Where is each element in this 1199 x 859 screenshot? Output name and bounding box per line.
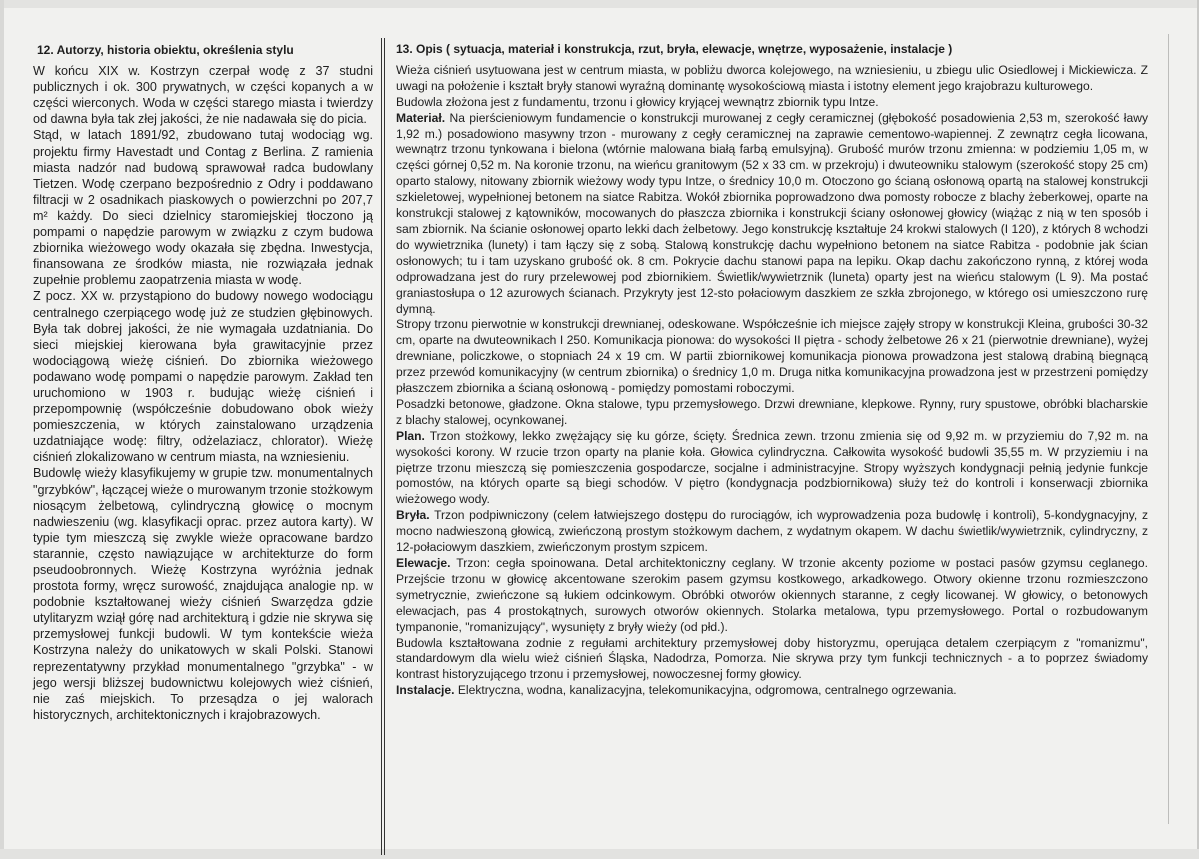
paragraph-lead: Elewacje. xyxy=(396,556,451,570)
right-paragraph xyxy=(396,429,1148,509)
right-column xyxy=(396,42,1148,699)
left-paragraph: W końcu XIX w. Kostrzyn czerpał wodę z 37 studni publicznych i ok. 300 prywatnych, w części kopanych a w części wierconych. Woda w części starego miasta i twierdzy od dawna była tak złej jakości, że nie nadawała się do picia. xyxy=(33,64,373,127)
right-paragraph xyxy=(396,317,1148,397)
right-paragraph xyxy=(396,556,1148,636)
scan-left-edge xyxy=(0,0,4,859)
paragraph-text: Trzon: cegła spoinowana. Detal architektoniczny ceglany. W trzonie akcenty poziome w postaci pasów gzymsu ceglanego. Przejście trzonu w głowicę akcentowane szerokim pasem gzymsu kostkowego, arkadkowego. Otwory okienne trzonu rozmieszczono symetrycznie, zwieńczone są łukiem odcinkowym. Obróbki otworów okiennych staranne, z cegły licowanej. W głowicy, o betonowych elewacjach, pas 4 prostokątnych, surowych otworów okiennych. Stolarka metalowa, typu przemysłowego. Portal o rozbudowanym tympanonie, "romanizujący", wysunięty z bryły wieży (od płd.). xyxy=(396,556,1148,634)
paragraph-text: Stropy trzonu pierwotnie w konstrukcji drewnianej, odeskowane. Współcześnie ich miejsce zajęły stropy w konstrukcji Kleina, grubości 30-32 cm, oparte na dwuteownikach I 250. Komunikacja pionowa: do wysokości II piętra - schody żelbetowe 26 x 21 (pierwotnie drewniane), wyżej drewniane, policzkowe, o stopniach 24 x 19 cm. W partii zbiornikowej komunikacja pionowa prowadzona jest stalową drabiną biegnącą przez przewód komunikacyjny (w centrum zbiornika) o średnicy 1,0 m. Druga nitka komunikacyjna prowadzona jest w przestrzeni pomiędzy płaszczem zbiornika a ścianą osłonową - pomiędzy pomostami roboczymi. xyxy=(396,317,1148,396)
right-paragraph xyxy=(396,508,1148,556)
left-paragraph: Z pocz. XX w. przystąpiono do budowy nowego wodociągu centralnego czerpiącego wodę już ze studzien głębinowych. Była tak dobrej jakości, że nie wymagała uzdatniania. Do sieci miejskiej kierowana była grawitacyjnie przez wodociągową wieżę ciśnień. Do zbiornika wieżowego podawano wodę pompami o napędzie parowym. Zakład ten uruchomiono w 1903 r. budując wieżę ciśnień i przepompownię (współcześnie dobudowano obok wieży pomieszczenia, w których zainstalowano urządzenia uzdatniające wodę: filtry, odżelaziacz, chlorator). Wieżę ciśnień zlokalizowano w centrum miasta, na wzniesieniu. xyxy=(33,289,373,465)
paragraph-text: Elektryczna, wodna, kanalizacyjna, telekomunikacyjna, odgromowa, centralnego ogrzewania. xyxy=(454,683,957,698)
paragraph-text: Trzon podpiwniczony (celem łatwiejszego dostępu do rurociągów, ich wyprowadzenia poza budowlę i kontroli), 5-kondygnacyjny, z mocno nadwieszoną głowicą, zwieńczoną prostym stożkowym dachem, z wydatnym okapem. W dachu świetlik/wywietrznik, cylindryczny, z 12-połaciowym daszkiem, zwieńczonym prostym szpicem. xyxy=(396,508,1148,555)
left-column xyxy=(33,42,373,723)
section-13-title: 13. Opis ( sytuacja, materiał i konstrukcja, rzut, bryła, elewacje, wnętrze, wyposażenie, instalacje ) xyxy=(396,42,953,56)
scan-top-band xyxy=(0,0,1199,8)
paragraph-lead: Plan. xyxy=(396,428,425,443)
paragraph-text: Posadzki betonowe, gładzone. Okna stalowe, typu przemysłowego. Drzwi drewniane, klepkowe. Rynny, rury spustowe, obróbki blacharskie z blachy stalowej, ocynkowanej. xyxy=(396,396,1148,427)
left-paragraph: Budowlę wieży klasyfikujemy w grupie tzw. monumentalnych "grzybków", łączącej wieże o murowanym trzonie stożkowym niosącym żelbetową, cylindryczną głowicę o mocnym nadwieszeniu (wg. klasyfikacji oprac. przez autora karty). W typie tym mieszczą się zwykle wieże opracowane bardzo starannie, często nawiązujące w architekturze do form pseudoobronnych. Wieżę Kostrzyna wyróżnia jednak prostota formy, wręcz surowość, znajdująca analogie np. w podobnie kształtowanej wieży ciśnień Swarzędza gdzie utylitaryzm wziął górę nad architekturą i gdzie nie skrywa się przemysłowej funkcji budowli. W tym kontekście wieża Kostrzyna należy do unikatowych w skali Polski. Stanowi reprezentatywny przykład monumentalnego "grzybka" - w jego wersji bliższej budownictwu kolejowych wież ciśnień, nie zaś miejskich. To przesądza o jej walorach historycznych, architektonicznych i krajobrazowych. xyxy=(33,466,373,722)
paragraph-lead: Bryła. xyxy=(396,508,430,523)
column-divider xyxy=(381,38,385,855)
right-paragraph xyxy=(396,683,1148,699)
paragraph-text: Na pierścieniowym fundamencie o konstrukcji murowanej z cegły ceramicznej (głębokość posadowienia 2,53 m, szerokość ławy 1,92 m.) posadowiono masywny trzon - murowany z cegły ceramicznej na zaprawie cementowo-wapiennej. Z zewnątrz cegła licowana, wewnątrz trzonu tynkowana i bielona (wtórnie malowana białą farbą emulsyjną). Grubość murów trzonu zmienna: w podziemiu 1,05 m, w części górnej 0,52 m. Na koronie trzonu, na wieńcu granitowym (52 x 33 cm. w przekroju) i dwuteowniku stalowym (szerokość stopy 25 cm) oparto stalowy, nitowany zbiornik wieżowy wody typu Intze, o średnicy 10,0 m. Otoczono go ścianą osłonową opartą na stalowej konstrukcji szkieletowej, wypełnionej betonem na siatce Rabitza. Wokół zbiornika poprowadzono dwa pomosty robocze z blachy żeberkowej, oparte na konstrukcji stalowej z kątowników, mocowanych do płaszcza zbiornika i konstrukcji ściany osłonowej głowicy (wiążąc z nią w ten sposób i sam zbiornik. Na ścianie osłonowej oparto lekki dach żelbetowy. Jego konstrukcję kształtuje 24 krokwi stalowych (I 120), z których 8 wchodzi do wywietrznika (lunety) i tam łączy się z sobą. Stalową konstrukcję dachu wypełniono betonem na siatce Rabitza - podobnie jak ścian osłonowych; tu i tam uzyskano grubość ok. 8 cm. Pokrycie dachu stanowi papa na lepiku. Okap dachu zakończono rynną, z której woda odprowadzana jest do rury przelewowej pod zbiornikiem. Świetlik/wywietrznik (luneta) oparty jest na wieńcu stalowym (L 9). Ma postać graniastosłupa o 12 azurowych ścianach. Przykryty jest 12-sto połaciowym daszkiem ze szkła zbrojonego, w którego osi umieszczono rurę dymną. xyxy=(396,110,1148,316)
right-paragraph xyxy=(396,111,1148,318)
right-margin-rule xyxy=(1168,34,1169,824)
right-paragraph xyxy=(396,63,1148,95)
scan-bottom-band xyxy=(0,849,1199,859)
right-paragraph xyxy=(396,636,1148,684)
paragraph-text: Trzon stożkowy, lekko zwężający się ku górze, ścięty. Średnica zewn. trzonu zmienia się od 9,92 m. w przyziemiu do 7,92 m. na wysokości korony. W rzucie trzon oparty na planie koła. Głowica cylindryczna. Całkowita wysokość budowli 35,55 m. W przyziemiu i na piętrze trzonu mieszczą się pomieszczenia gospodarcze, socjalne i administracyjne. Stropy wyższych kondygnacji pełnią jedynie funkcje pomostów, na których oparte są biegi schodów. V piętro (kondygnacja podzbiornikowa) służy też do kontroli i konserwacji zbiornika wieżowego wody. xyxy=(396,428,1148,507)
right-paragraph xyxy=(396,397,1148,429)
paragraph-text: Budowla złożona jest z fundamentu, trzonu i głowicy kryjącej wewnątrz zbiornik typu Intze. xyxy=(396,94,879,109)
paragraph-lead: Instalacje. xyxy=(396,683,455,698)
section-12-title: 12. Autorzy, historia obiektu, określenia stylu xyxy=(37,43,294,57)
paragraph-text: Wieża ciśnień usytuowana jest w centrum miasta, w pobliżu dworca kolejowego, na wzniesieniu, u zbiegu ulic Osiedlowej i Mickiewicza. Z uwagi na położenie i kształt bryły stanowi wyraźną dominantę wysokościową miasta i istotny element jego krajobrazu kulturowego. xyxy=(396,62,1148,93)
paragraph-text: Budowla kształtowana zodnie z regułami architektury przemysłowej doby historyzmu, operująca detalem czerpiącym z "romanizmu", standardowym dla wielu wież ciśnień Śląska, Nadodrza, Pomorza. Nie skrywa przy tym funkcji technicznych - a to poprzez świadomy kontrast historyzującego trzonu i przemysłowej, nowoczesnej formy głowicy. xyxy=(396,635,1148,682)
left-paragraph: Stąd, w latach 1891/92, zbudowano tutaj wodociąg wg. projektu firmy Havestadt und Contag z Berlina. Z ramienia miasta nadzór nad budową sprawował radca budowlany Tietzen. Wodę czerpano bezpośrednio z Odry i poddawano filtracji w 2 osadnikach piaskowych o powierzchni po 207,7 m² każdy. Do sieci dzielnicy staromiejskiej tłoczono ją pompami o napędzie parowym w związku z czym budowa zbiornika wieżowego wody okazała się zbędna. Inwestycja, finansowana ze środków miasta, nie rozwiązała jednak zupełnie problemu zaopatrzenia miasta w wodę. xyxy=(33,128,373,288)
paragraph-lead: Materiał. xyxy=(396,110,446,125)
right-paragraph xyxy=(396,95,1148,111)
